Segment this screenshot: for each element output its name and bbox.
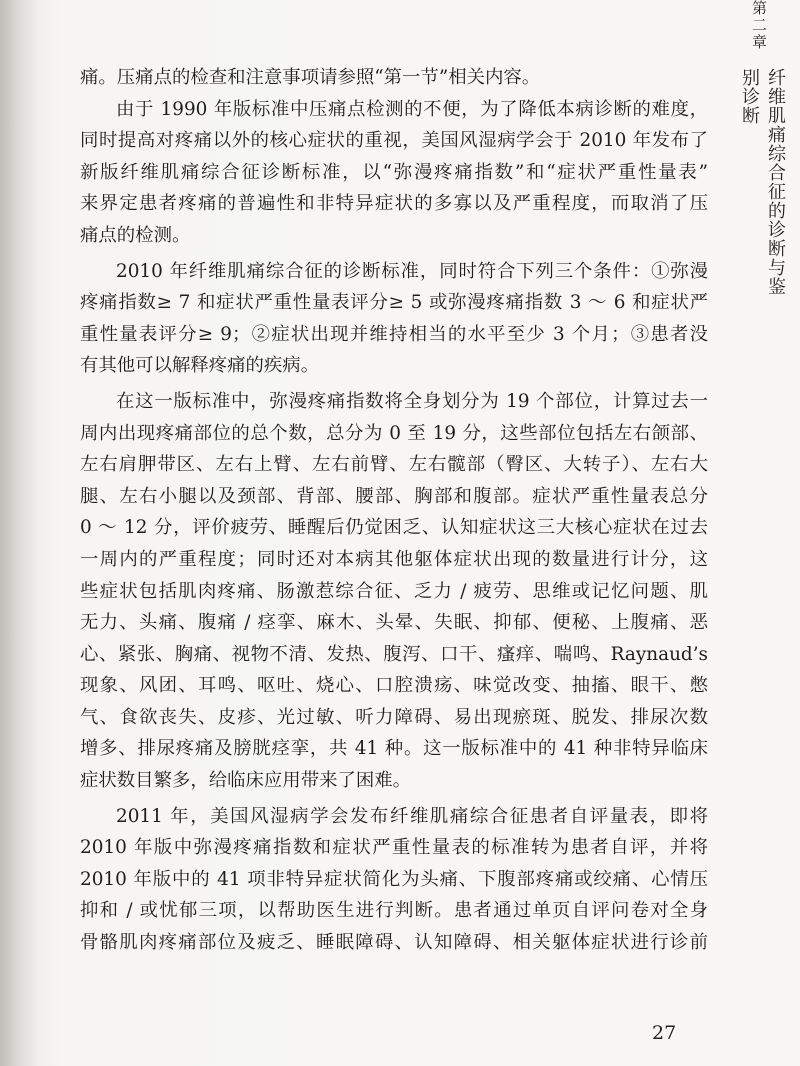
- text-line: 痛。压痛点的检查和注意事项请参照“第一节”相关内容。: [80, 67, 541, 88]
- text-line: 抑和 / 或忧郁三项，以帮助医生进行判断。患者通过单页自评问卷对全身: [80, 900, 708, 922]
- text-line: 增多、排尿疼痛及膀胱痉挛，共 41 种。这一版标准中的 41 种非特异临床: [80, 738, 708, 760]
- page-number: 27: [652, 1022, 677, 1044]
- text-line: 2010 年纤维肌痛综合征的诊断标准，同时符合下列三个条件：①弥漫: [116, 260, 708, 282]
- paragraph: [80, 62, 708, 94]
- text-line: 左右肩胛带区、左右上臂、左右前臂、左右髋部（臀区、大转子）、左右大: [80, 454, 708, 476]
- section-title-vertical: 纤维肌痛综合征的诊断与鉴别诊断: [739, 68, 786, 296]
- gutter-shadow: [0, 0, 40, 1066]
- text-line: 2010 年版中弥漫疼痛指数和症状严重性量表的标准转为患者自评，并将: [80, 837, 708, 859]
- body-text: [80, 62, 708, 959]
- running-header: [734, 0, 786, 300]
- chapter-label: 第二章: [750, 0, 768, 51]
- text-line: 重性量表评分≥ 9；②症状出现并维持相当的水平至少 3 个月；③患者没: [80, 323, 708, 345]
- text-line: 来界定患者疼痛的普遍性和非特异症状的多寡以及严重程度，而取消了压: [80, 193, 708, 215]
- text-line: 2011 年，美国风湿病学会发布纤维肌痛综合征患者自评量表，即将: [116, 805, 708, 827]
- text-line: 些症状包括肌肉疼痛、肠激惹综合征、乏力 / 疲劳、思维或记忆问题、肌: [80, 580, 708, 602]
- text-line: 同时提高对疼痛以外的核心症状的重视，美国风湿病学会于 2010 年发布了: [80, 130, 708, 152]
- paragraph: [80, 94, 708, 252]
- text-line: 0 ～ 12 分，评价疲劳、睡醒后仍觉困乏、认知症状这三大核心症状在过去: [80, 517, 708, 539]
- text-line: 由于 1990 年版标准中压痛点检测的不便，为了降低本病诊断的难度，: [116, 98, 708, 120]
- text-line: 疼痛指数≥ 7 和症状严重性量表评分≥ 5 或弥漫疼痛指数 3 ～ 6 和症状严: [80, 292, 708, 314]
- paragraph: [80, 801, 708, 959]
- paragraph: [80, 256, 708, 382]
- text-line: 骨骼肌肉疼痛部位及疲乏、睡眠障碍、认知障碍、相关躯体症状进行诊前: [80, 932, 708, 954]
- text-line: 现象、风团、耳鸣、呕吐、烧心、口腔溃疡、味觉改变、抽搐、眼干、憋: [80, 675, 708, 697]
- text-line: 周内出现疼痛部位的总个数，总分为 0 至 19 分，这些部位包括左右颌部、: [80, 422, 708, 444]
- text-line: 腿、左右小腿以及颈部、背部、腰部、胸部和腹部。症状严重性量表总分: [80, 485, 708, 507]
- text-line: 新版纤维肌痛综合征诊断标准，以“弥漫疼痛指数”和“症状严重性量表”: [80, 161, 708, 183]
- text-line: 一周内的严重程度；同时还对本病其他躯体症状出现的数量进行计分，这: [80, 548, 708, 570]
- text-line: 症状数目繁多，给临床应用带来了困难。: [80, 770, 412, 792]
- text-line: 气、食欲丧失、皮疹、光过敏、听力障碍、易出现瘀斑、脱发、排尿次数: [80, 706, 708, 728]
- text-line: 有其他可以解释疼痛的疾病。: [80, 355, 320, 377]
- paragraph: [80, 386, 708, 797]
- text-line: 心、紧张、胸痛、视物不清、发热、腹泻、口干、瘙痒、喘鸣、Raynaud’s: [80, 643, 708, 665]
- text-line: 2010 年版中的 41 项非特异症状简化为头痛、下腹部疼痛或绞痛、心情压: [80, 868, 708, 890]
- text-line: 在这一版标准中，弥漫疼痛指数将全身划分为 19 个部位，计算过去一: [116, 390, 708, 412]
- text-line: 无力、头痛、腹痛 / 痉挛、麻木、头晕、失眠、抑郁、便秘、上腹痛、恶: [80, 612, 708, 634]
- text-line: 痛点的检测。: [80, 224, 191, 246]
